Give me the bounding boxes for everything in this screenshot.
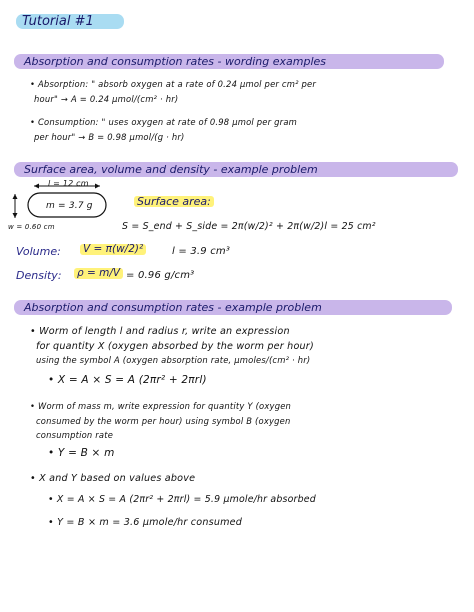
density-label: Density: <box>16 269 62 282</box>
item1-line-3: using the symbol A (oxygen absorption rate, μmoles/(cm² · hr) <box>36 355 311 365</box>
length-label: l = 12 cm <box>48 179 89 188</box>
mass-label: m = 3.7 g <box>46 201 93 211</box>
absorption-line-1: • Absorption: " absorb oxygen at a rate of 0.24 μmol per cm² per <box>30 79 317 89</box>
density-formula: ρ = m/V <box>74 268 123 279</box>
item3-x-answer: • X = A × S = A (2πr² + 2πrl) = 5.9 μmole/hr absorbed <box>48 494 316 505</box>
width-label: w = 0.60 cm <box>8 223 55 231</box>
surface-area-formula: S = S_end + S_side = 2π(w/2)² + 2π(w/2)l = 25 cm² <box>122 221 376 232</box>
consumption-line-2: per hour" → B = 0.98 μmol/(g · hr) <box>34 132 185 142</box>
item2-line-2: consumed by the worm per hour) using symbol B (oxygen <box>36 416 291 426</box>
section-heading-wording: Absorption and consumption rates - wording examples <box>14 54 444 69</box>
volume-result: l = 3.9 cm³ <box>172 246 231 257</box>
item1-answer: • X = A × S = A (2πr² + 2πrl) <box>48 374 207 386</box>
item3-y-answer: • Y = B × m = 3.6 μmole/hr consumed <box>48 517 243 528</box>
item1-line-1: • Worm of length l and radius r, write an expression <box>30 326 290 337</box>
density-result: = 0.96 g/cm³ <box>126 270 195 281</box>
page-title: Tutorial #1 <box>16 14 124 29</box>
item3-line-1: • X and Y based on values above <box>30 473 196 484</box>
item2-line-1: • Worm of mass m, write expression for quantity Y (oxygen <box>30 401 292 411</box>
consumption-line-1: • Consumption: " uses oxygen at rate of 0.98 μmol per gram <box>30 117 298 127</box>
surface-area-label: Surface area: <box>134 196 214 207</box>
section-heading-surface-volume: Surface area, volume and density - example problem <box>14 162 458 177</box>
volume-formula: V = π(w/2)² <box>80 244 146 255</box>
item2-answer: • Y = B × m <box>48 447 115 459</box>
item2-line-3: consumption rate <box>36 430 114 440</box>
absorption-line-2: hour" → A = 0.24 μmol/(cm² · hr) <box>34 94 179 104</box>
volume-label: Volume: <box>16 245 61 258</box>
section-heading-example: Absorption and consumption rates - example problem <box>14 300 452 315</box>
item1-line-2: for quantity X (oxygen absorbed by the worm per hour) <box>36 341 314 352</box>
